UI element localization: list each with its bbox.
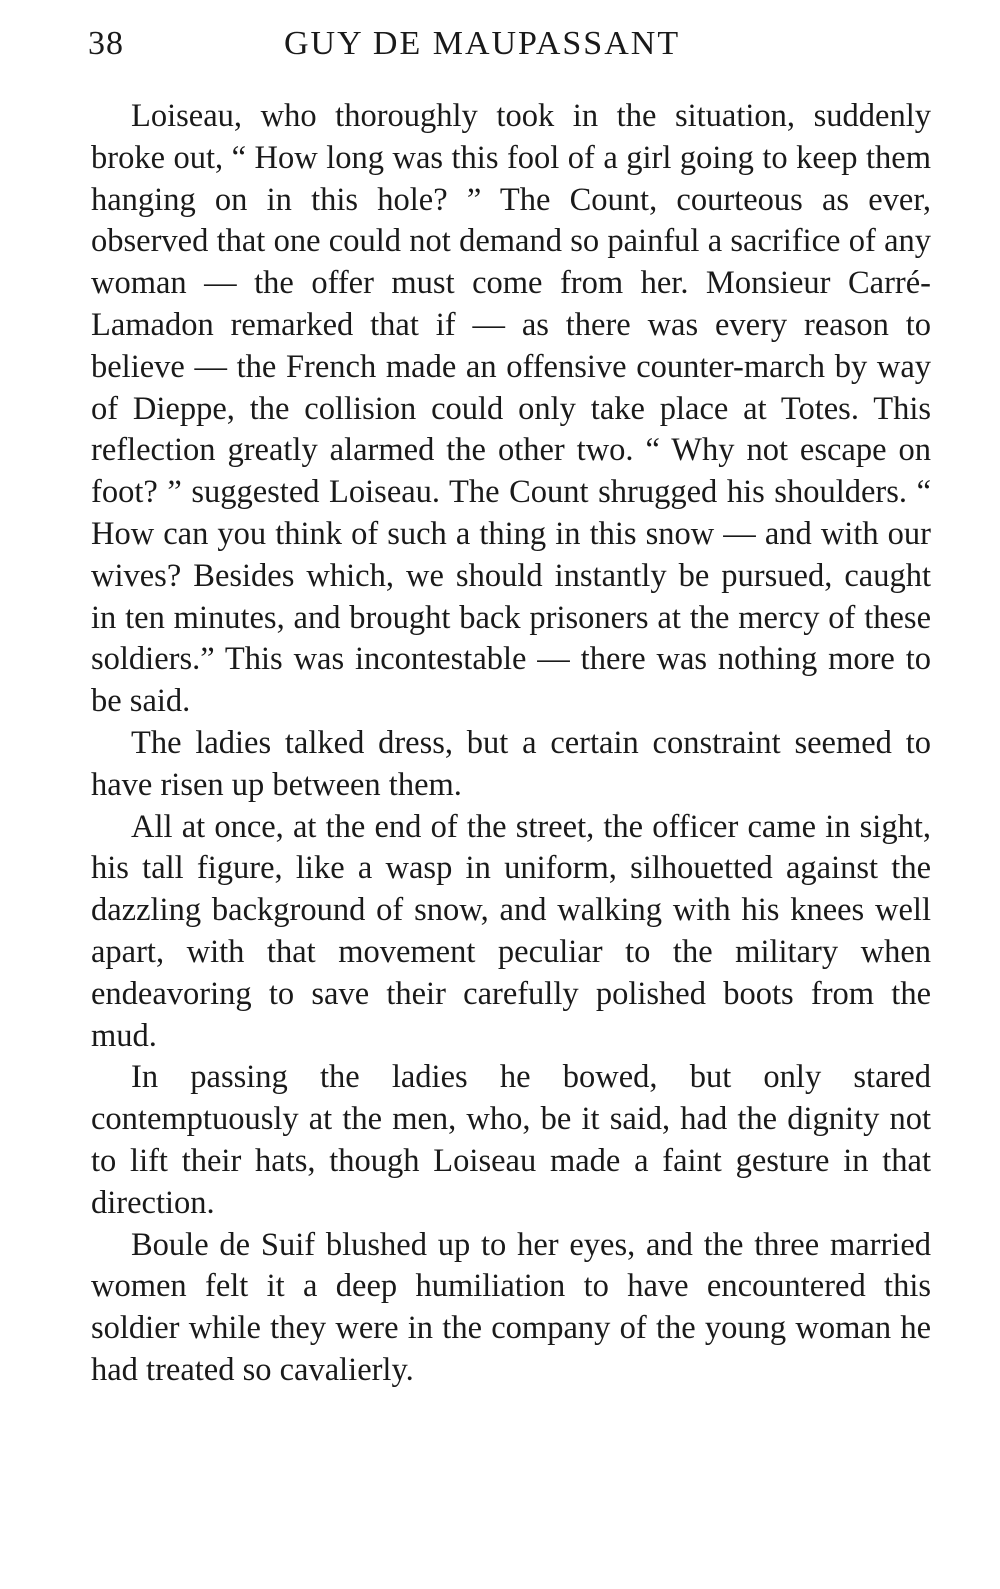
page-number: 38 [88,25,124,62]
paragraph: Loiseau, who thoroughly took in the situation, suddenly broke out, “ How long was this fool of a girl going to keep them hanging on in this hole? ” The Count, courteous as ever, observed that one could not demand so painful a sacrifice of any woman — the offer must come from her. Monsieur Carré-Lamadon remarked that if — as there was every reason to believe — the French made an offensive counter-march by way of Dieppe, the collision could only take place at Totes. This reflection greatly alarmed the other two. “ Why not escape on foot? ” suggested Loiseau. The Count shrugged his shoulders. “ How can you think of such a thing in this snow — and with our wives? Besides which, we should instantly be pursued, caught in ten minutes, and brought back prisoners at the mercy of these soldiers.” This was incontestable — there was nothing more to be said. [91,98,931,720]
book-title: GUY DE MAUPASSANT [284,25,681,62]
paragraph: The ladies talked dress, but a certain constraint seemed to have risen up between them. [91,724,931,803]
running-head [88,22,930,66]
paragraph: Boule de Suif blushed up to her eyes, and the three married women felt it a deep humiliation to have encountered this soldier while they were in the company of the young woman he had treated so cavalierly. [91,1226,931,1388]
text-body [91,96,931,1392]
paragraph: In passing the ladies he bowed, but only stared contemptuously at the men, who, be it said, had the dignity not to lift their hats, though Loiseau made a faint gesture in that direction. [91,1059,931,1221]
paragraph: All at once, at the end of the street, the officer came in sight, his tall figure, like a wasp in uniform, silhouetted against the dazzling background of snow, and walking with his knees well apart, with that movement peculiar to the military when endeavoring to save their carefully polished boots from the mud. [91,808,931,1054]
